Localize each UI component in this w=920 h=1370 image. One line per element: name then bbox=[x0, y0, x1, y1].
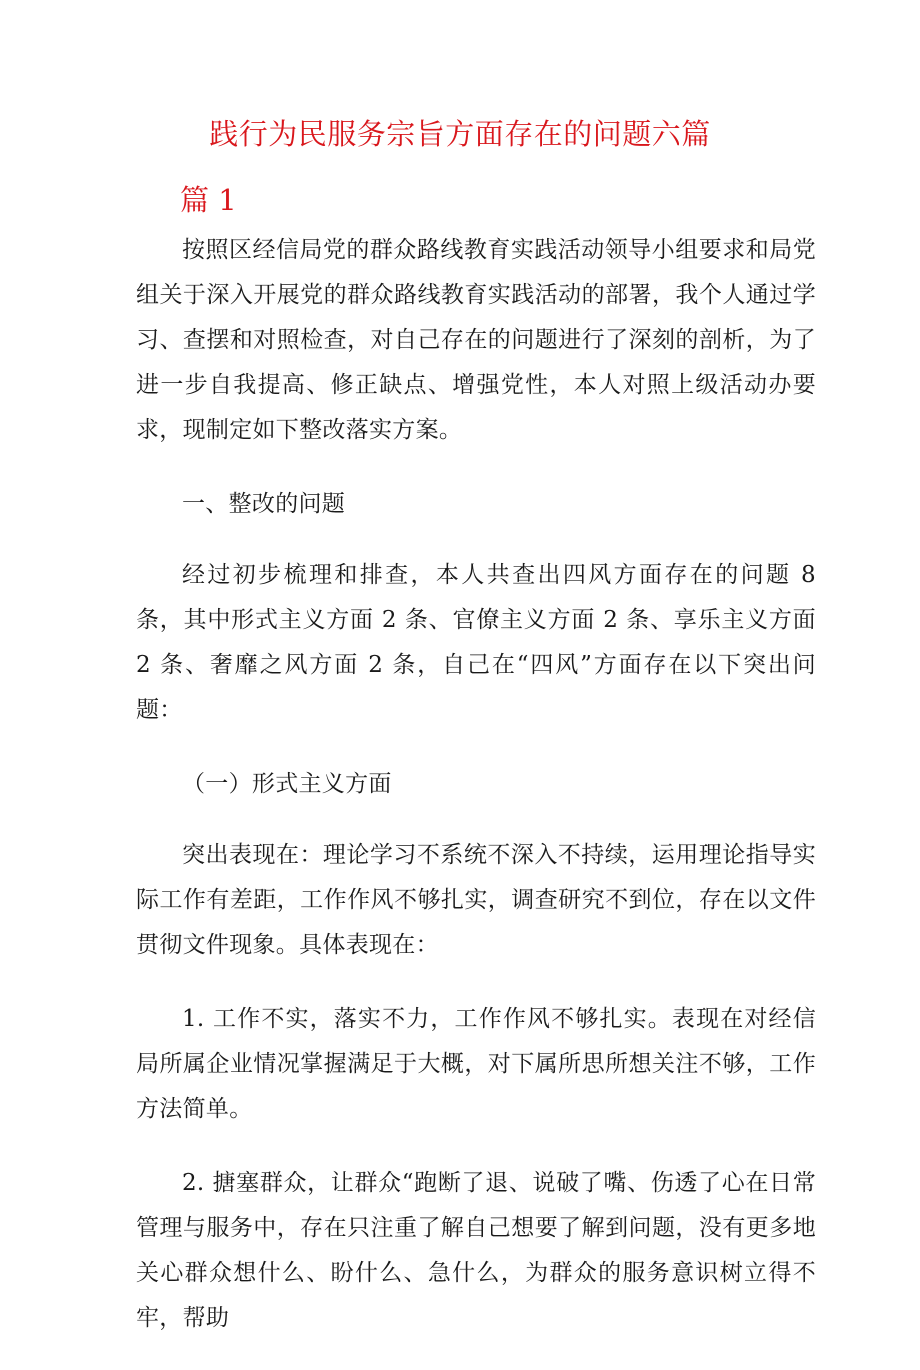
document-title: 践行为民服务宗旨方面存在的问题六篇 bbox=[209, 117, 711, 151]
document-body bbox=[136, 228, 816, 1370]
paragraph-overview: 经过初步梳理和排查，本人共查出四风方面存在的问题 8 条，其中形式主义方面 2 条、官僚主义方面 2 条、享乐主义方面 2 条、奢靡之风方面 2 条，自己在“四风”方面存在以下突出问题： bbox=[136, 562, 816, 723]
paragraph-item-1: 1. 工作不实，落实不力，工作作风不够扎实。表现在对经信局所属企业情况掌握满足于大概，对下属所思所想关注不够，工作方法简单。 bbox=[136, 1006, 816, 1122]
paragraph-formalism-summary: 突出表现在：理论学习不系统不深入不持续，运用理论指导实际工作有差距，工作作风不够扎实，调查研究不到位，存在以文件贯彻文件现象。具体表现在： bbox=[136, 842, 816, 958]
subheading-formalism: （一）形式主义方面 bbox=[182, 771, 392, 797]
heading-rectification-issues: 一、整改的问题 bbox=[182, 491, 346, 517]
section-label: 篇 1 bbox=[180, 183, 237, 217]
paragraph-item-2: 2. 搪塞群众，让群众“跑断了退、说破了嘴、伤透了心在日常管理与服务中，存在只注重了解自己想要了解到问题，没有更多地关心群众想什么、盼什么、急什么，为群众的服务意识树立得不牢，帮助 bbox=[136, 1170, 816, 1331]
paragraph-intro: 按照区经信局党的群众路线教育实践活动领导小组要求和局党组关于深入开展党的群众路线教育实践活动的部署，我个人通过学习、查摆和对照检查，对自己存在的问题进行了深刻的剖析，为了进一步自我提高、修正缺点、增强党性，本人对照上级活动办要求，现制定如下整改落实方案。 bbox=[136, 237, 816, 443]
